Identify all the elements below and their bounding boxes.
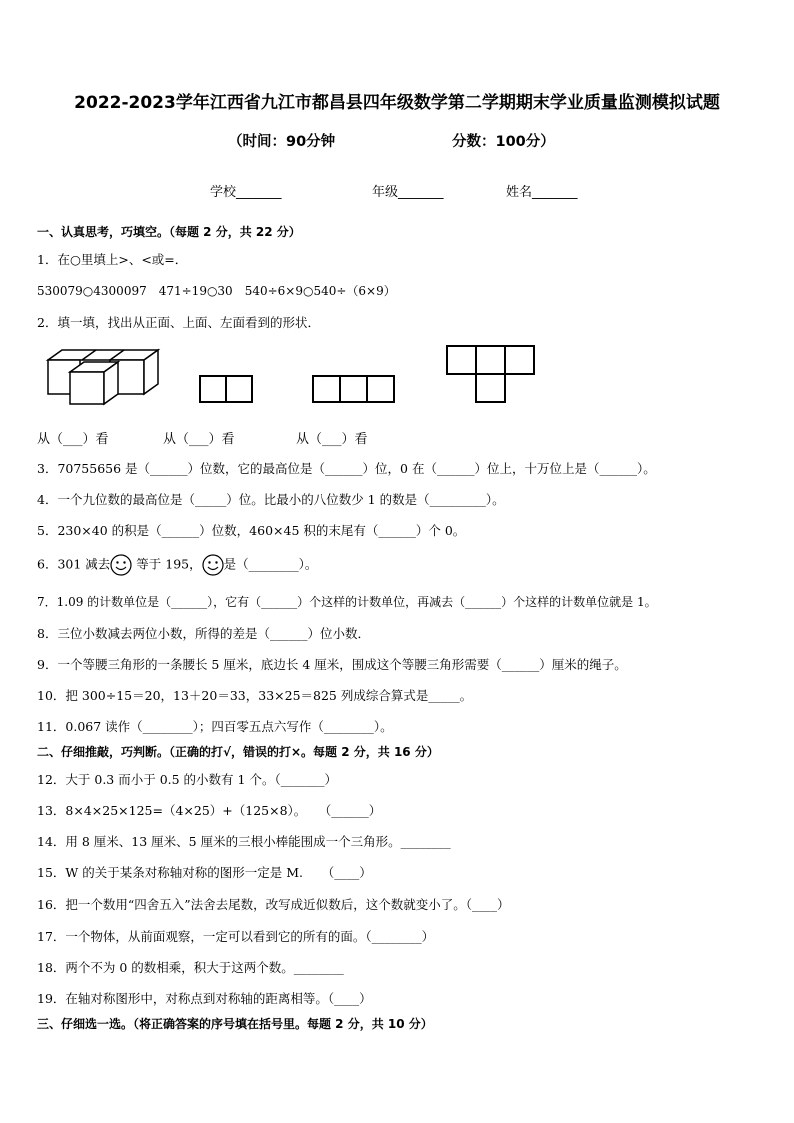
view-label-3: 从（___）看: [296, 432, 368, 447]
cube-stack-figure: [48, 350, 158, 404]
question-6: [37, 554, 317, 576]
question-2: 2．填一填，找出从正面、上面、左面看到的形状．: [37, 315, 320, 330]
question-10: 10．把 300÷15＝20，13＋20＝33，33×25＝825 列成综合算式是_____。: [37, 688, 473, 703]
question-1: 1．在○里填上>、<或=．: [37, 252, 188, 267]
smiley-icon: [202, 554, 224, 576]
grade-field: 年级_______: [372, 185, 444, 200]
question-3: 3．70755656 是（______）位数，它的最高位是（______）位，0 在（______）位上，十万位上是（______）。: [37, 461, 656, 476]
question-2-figures: [0, 340, 794, 410]
question-6-part-c: 是（________）。: [223, 556, 318, 572]
question-8: 8．三位小数减去两位小数，所得的差是（______）位小数．: [37, 626, 370, 641]
name-field: 姓名_______: [506, 185, 578, 200]
section-1-heading: 一、认真思考，巧填空。（每题 2 分，共 22 分）: [37, 225, 301, 239]
section-3-heading: 三、仔细选一选。（将正确答案的序号填在括号里。每题 2 分，共 10 分）: [37, 1017, 433, 1031]
question-1-items: 530079○4300097 471÷19○30 540÷6×9○540÷（6×9）: [37, 284, 396, 298]
question-18: 18．两个不为 0 的数相乘，积大于这两个数。________: [37, 960, 344, 975]
view-two-squares: [200, 376, 252, 402]
view-label-2: 从（___）看: [163, 432, 235, 447]
question-6-part-b: 等于 195，: [132, 556, 202, 572]
question-4: 4．一个九位数的最高位是（_____）位。比最小的八位数少 1 的数是（_________）。: [37, 492, 505, 507]
question-13: 13．8×4×25×125=（4×25）+（125×8）。 （______）: [37, 803, 382, 818]
smiley-icon: [110, 554, 132, 576]
question-11: 11．0.067 读作（________）；四百零五点六写作（________）。: [37, 719, 393, 734]
question-15: 15．W 的关于某条对称轴对称的图形一定是 M. （____）: [37, 865, 372, 880]
question-16: 16．把一个数用“四舍五入”法舍去尾数，改写成近似数后，这个数就变小了。（____）: [37, 897, 510, 912]
page-title: 2022-2023学年江西省九江市都昌县四年级数学第二学期期末学业质量监测模拟试题: [74, 93, 720, 113]
section-2-heading: 二、仔细推敲，巧判断。（正确的打√，错误的打×。每题 2 分，共 16 分）: [37, 745, 439, 759]
exam-time: （时间：90分钟: [228, 134, 336, 150]
question-12: 12．大于 0.3 而小于 0.5 的小数有 1 个。（_______）: [37, 772, 337, 787]
view-three-squares: [313, 376, 394, 402]
school-field: 学校_______: [210, 185, 282, 200]
view-label-1: 从（___）看: [37, 432, 109, 447]
question-17: 17．一个物体，从前面观察，一定可以看到它的所有的面。（________）: [37, 929, 435, 944]
question-9: 9．一个等腰三角形的一条腰长 5 厘米，底边长 4 厘米，围成这个等腰三角形需要（______）厘米的绳子。: [37, 657, 627, 672]
question-5: 5．230×40 的积是（______）位数，460×45 积的末尾有（______）个 0。: [37, 523, 466, 538]
view-t-shape: [447, 346, 534, 402]
question-6-part-a: 6．301 减去: [37, 556, 111, 572]
exam-score: 分数：100分）: [452, 134, 555, 150]
question-7: 7．1.09 的计数单位是（______），它有（______）个这样的计数单位，再减去（______）个这样的计数单位就是 1。: [37, 595, 657, 609]
question-19: 19．在轴对称图形中，对称点到对称轴的距离相等。（____）: [37, 991, 372, 1006]
question-14: 14．用 8 厘米、13 厘米、5 厘米的三根小棒能围成一个三角形。________: [37, 834, 451, 849]
